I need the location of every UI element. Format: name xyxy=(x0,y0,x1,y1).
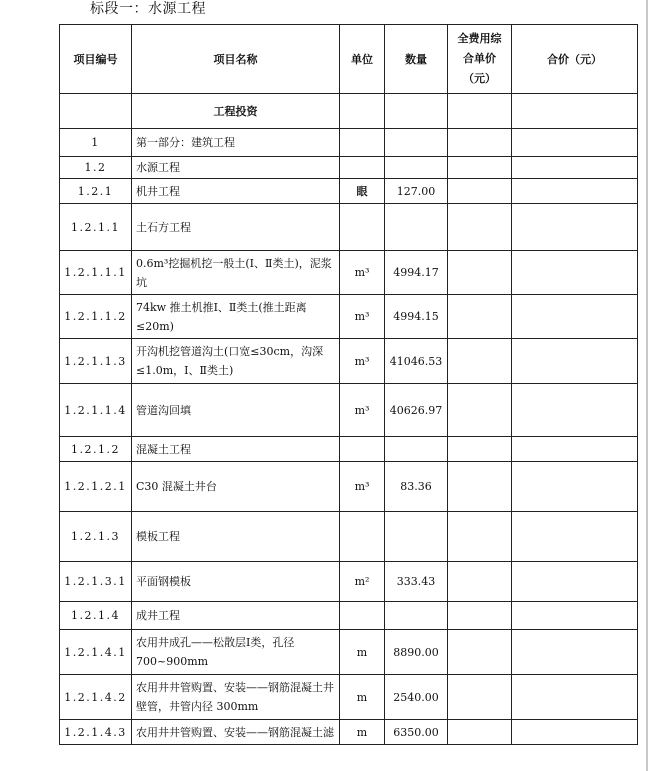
item-unit xyxy=(340,437,385,462)
item-code: 1.2 xyxy=(60,157,132,179)
item-total xyxy=(512,129,638,157)
col-header-code: 项目编号 xyxy=(60,25,132,94)
item-name: 机井工程 xyxy=(132,179,340,204)
header-row xyxy=(60,25,638,94)
item-name: 土石方工程 xyxy=(132,204,340,251)
item-total xyxy=(512,251,638,295)
item-code: 1.2.1.3 xyxy=(60,512,132,562)
item-code: 1 xyxy=(60,129,132,157)
bill-of-quantities-table xyxy=(59,24,638,745)
item-total xyxy=(512,675,638,720)
table-row xyxy=(60,602,638,630)
item-name: 农用井井管购置、安装——钢筋混凝土井壁管，井管内径 300mm xyxy=(132,675,340,720)
item-unit-price xyxy=(448,675,512,720)
item-unit-price xyxy=(448,179,512,204)
item-total xyxy=(512,462,638,512)
item-code: 1.2.1.4.2 xyxy=(60,675,132,720)
item-unit: m³ xyxy=(340,462,385,512)
item-code: 1.2.1.1.1 xyxy=(60,251,132,295)
item-code: 1.2.1.3.1 xyxy=(60,562,132,602)
col-header-name: 项目名称 xyxy=(132,25,340,94)
item-code: 1.2.1.4.3 xyxy=(60,720,132,745)
item-unit: m³ xyxy=(340,339,385,384)
item-quantity: 2540.00 xyxy=(385,675,448,720)
item-total xyxy=(512,602,638,630)
item-unit-price xyxy=(448,129,512,157)
item-quantity xyxy=(385,204,448,251)
item-name: 水源工程 xyxy=(132,157,340,179)
item-unit-price xyxy=(448,462,512,512)
table-row xyxy=(60,630,638,675)
item-name: 农用井成孔——松散层Ⅰ类，孔径700~900mm xyxy=(132,630,340,675)
item-name: 开沟机挖管道沟土(口宽≤30cm，沟深≤1.0m，Ⅰ、Ⅱ类土) xyxy=(132,339,340,384)
item-unit: m² xyxy=(340,562,385,602)
item-unit: m xyxy=(340,630,385,675)
table-row xyxy=(60,339,638,384)
item-quantity: 6350.00 xyxy=(385,720,448,745)
item-unit-price xyxy=(448,512,512,562)
item-quantity xyxy=(385,129,448,157)
col-header-qty: 数量 xyxy=(385,25,448,94)
item-unit xyxy=(340,602,385,630)
unit-price-line-2: 合单价 xyxy=(463,52,496,65)
page-heading: 标段一：水源工程 xyxy=(90,1,206,17)
item-name: 74kw 推土机推Ⅰ、Ⅱ类土(推土距离≤20m) xyxy=(132,295,340,339)
item-unit-price xyxy=(448,562,512,602)
item-code: 1.2.1.1.3 xyxy=(60,339,132,384)
item-total xyxy=(512,720,638,745)
item-total xyxy=(512,562,638,602)
item-unit xyxy=(340,204,385,251)
item-quantity: 40626.97 xyxy=(385,384,448,437)
item-quantity xyxy=(385,157,448,179)
item-quantity: 83.36 xyxy=(385,462,448,512)
item-quantity: 4994.15 xyxy=(385,295,448,339)
item-total xyxy=(512,295,638,339)
item-unit: m³ xyxy=(340,251,385,295)
col-header-unit-price xyxy=(448,25,512,94)
unit-price-line-3: （元） xyxy=(463,72,496,85)
item-name: 模板工程 xyxy=(132,512,340,562)
col-header-unit: 单位 xyxy=(340,25,385,94)
item-total xyxy=(512,179,638,204)
item-unit-price xyxy=(448,630,512,675)
table-row xyxy=(60,437,638,462)
item-code: 1.2.1.4 xyxy=(60,602,132,630)
item-unit-price xyxy=(448,384,512,437)
item-code: 1.2.1.1.4 xyxy=(60,384,132,437)
cell-empty xyxy=(60,94,132,129)
item-quantity: 4994.17 xyxy=(385,251,448,295)
col-header-total: 合价（元） xyxy=(512,25,638,94)
item-name: 0.6m³挖掘机挖一般土(Ⅰ、Ⅱ类土)，泥浆坑 xyxy=(132,251,340,295)
item-code: 1.2.1.2 xyxy=(60,437,132,462)
item-unit-price xyxy=(448,204,512,251)
table-row xyxy=(60,295,638,339)
item-unit: 眼 xyxy=(340,179,385,204)
item-total xyxy=(512,204,638,251)
item-name: 成井工程 xyxy=(132,602,340,630)
item-unit xyxy=(340,129,385,157)
table-row xyxy=(60,720,638,745)
table-row xyxy=(60,512,638,562)
item-name: 管道沟回填 xyxy=(132,384,340,437)
item-total xyxy=(512,512,638,562)
item-code: 1.2.1.4.1 xyxy=(60,630,132,675)
item-quantity: 127.00 xyxy=(385,179,448,204)
item-quantity: 8890.00 xyxy=(385,630,448,675)
item-unit-price xyxy=(448,720,512,745)
item-code: 1.2.1.1 xyxy=(60,204,132,251)
item-name: C30 混凝土井台 xyxy=(132,462,340,512)
item-total xyxy=(512,157,638,179)
table-row xyxy=(60,562,638,602)
item-quantity: 333.43 xyxy=(385,562,448,602)
section-title: 工程投资 xyxy=(132,94,340,129)
item-quantity xyxy=(385,512,448,562)
section-row xyxy=(60,94,638,129)
item-quantity xyxy=(385,602,448,630)
item-total xyxy=(512,630,638,675)
cell-empty xyxy=(512,94,638,129)
table-row xyxy=(60,384,638,437)
item-name: 混凝土工程 xyxy=(132,437,340,462)
cell-empty xyxy=(340,94,385,129)
item-quantity xyxy=(385,437,448,462)
table-row xyxy=(60,251,638,295)
item-unit: m xyxy=(340,675,385,720)
item-unit: m³ xyxy=(340,295,385,339)
table-row xyxy=(60,179,638,204)
item-code: 1.2.1 xyxy=(60,179,132,204)
item-name: 平面钢模板 xyxy=(132,562,340,602)
item-unit: m xyxy=(340,720,385,745)
page-edge xyxy=(646,0,648,771)
item-unit-price xyxy=(448,437,512,462)
item-unit xyxy=(340,512,385,562)
item-code: 1.2.1.1.2 xyxy=(60,295,132,339)
item-quantity: 41046.53 xyxy=(385,339,448,384)
item-total xyxy=(512,339,638,384)
item-unit-price xyxy=(448,251,512,295)
item-unit-price xyxy=(448,295,512,339)
table-row xyxy=(60,204,638,251)
item-total xyxy=(512,384,638,437)
cell-empty xyxy=(448,94,512,129)
item-unit-price xyxy=(448,339,512,384)
item-name: 第一部分：建筑工程 xyxy=(132,129,340,157)
table-row xyxy=(60,462,638,512)
item-unit-price xyxy=(448,602,512,630)
unit-price-line-1: 全费用综 xyxy=(457,32,502,45)
item-unit-price xyxy=(448,157,512,179)
item-total xyxy=(512,437,638,462)
table-row xyxy=(60,129,638,157)
table-row xyxy=(60,157,638,179)
item-code: 1.2.1.2.1 xyxy=(60,462,132,512)
item-unit xyxy=(340,157,385,179)
item-unit: m³ xyxy=(340,384,385,437)
cell-empty xyxy=(385,94,448,129)
table-row xyxy=(60,675,638,720)
item-name: 农用井井管购置、安装——钢筋混凝土滤 xyxy=(132,720,340,745)
